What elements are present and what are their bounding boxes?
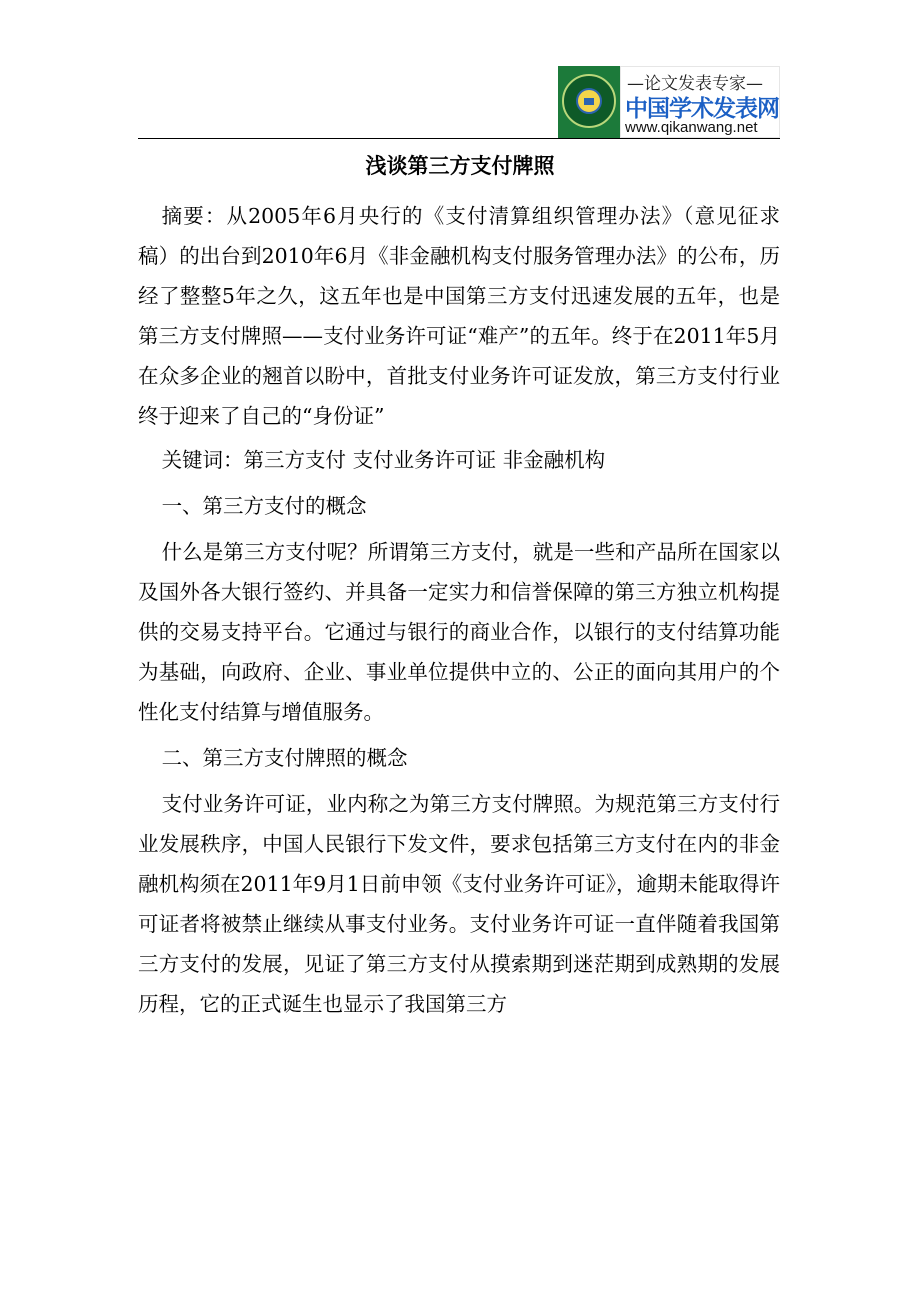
logo-url: www.qikanwang.net [625, 119, 758, 136]
logo-text-block [620, 66, 780, 138]
logo-brand: 中国学术发表网 [625, 96, 779, 122]
section-2-heading: 二、第三方支付牌照的概念 [161, 746, 408, 770]
seal-emblem-icon [558, 66, 620, 138]
document-title: 浅谈第三方支付牌照 [365, 154, 555, 178]
logo-slogan: —论文发表专家— [627, 74, 763, 94]
abstract-paragraph: 摘要：从2005年6月央行的《支付清算组织管理办法》（意见征求稿）的出台到2010年6月《非金融机构支付服务管理办法》的公布，历经了整整5年之久，这五年也是中国第三方支付迅速发展的五年，也是第三方支付牌照——支付业务许可证“难产”的五年。终于在2011年5月在众多企业的翘首以盼中，首批支付业务许可证发放，第三方支付行业终于迎来了自己的“身份证” [138, 204, 780, 428]
site-logo [558, 66, 780, 138]
section-2-paragraph: 支付业务许可证，业内称之为第三方支付牌照。为规范第三方支付行业发展秩序，中国人民银行下发文件，要求包括第三方支付在内的非金融机构须在2011年9月1日前申领《支付业务许可证》，逾期未能取得许可证者将被禁止继续从事支付业务。支付业务许可证一直伴随着我国第三方支付的发展，见证了第三方支付从摸索期到迷茫期到成熟期的发展历程，它的正式诞生也显示了我国第三方 [138, 792, 781, 1016]
keywords-line: 关键词：第三方支付 支付业务许可证 非金融机构 [161, 448, 606, 472]
section-1-paragraph: 什么是第三方支付呢？所谓第三方支付，就是一些和产品所在国家以及国外各大银行签约、并具备一定实力和信誉保障的第三方独立机构提供的交易支持平台。它通过与银行的商业合作，以银行的支付结算功能为基础，向政府、企业、事业单位提供中立的、公正的面向其用户的个性化支付结算与增值服务。 [138, 540, 780, 724]
header-divider [138, 138, 780, 139]
section-1-heading: 一、第三方支付的概念 [161, 494, 367, 518]
document-body [138, 196, 780, 1024]
book-icon [584, 98, 594, 105]
